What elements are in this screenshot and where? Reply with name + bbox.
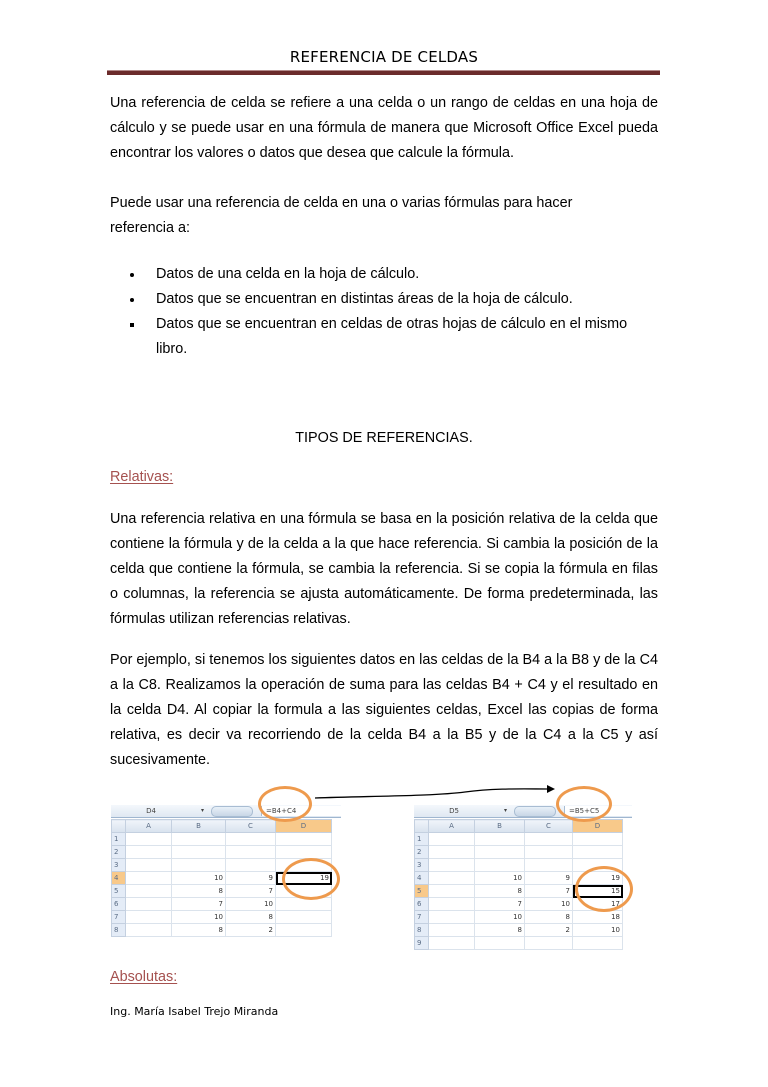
- cell: [126, 833, 172, 846]
- chevron-down-icon: ▾: [201, 807, 205, 814]
- cell: [525, 846, 573, 859]
- column-header-row: [112, 820, 332, 833]
- cell: [475, 859, 525, 872]
- row-header: 2: [415, 846, 429, 859]
- cell: [126, 911, 172, 924]
- bullet-icon: [130, 273, 134, 277]
- column-header: D: [276, 820, 332, 833]
- row-header: 3: [415, 859, 429, 872]
- row-header: 8: [415, 924, 429, 937]
- cell: 19: [573, 872, 623, 885]
- cell: 10: [226, 898, 276, 911]
- cell: [429, 885, 475, 898]
- cell: [126, 872, 172, 885]
- cell: [172, 859, 226, 872]
- row-header: 6: [415, 898, 429, 911]
- table-row: [112, 898, 332, 911]
- cell: 10: [475, 911, 525, 924]
- cell: 7: [172, 898, 226, 911]
- list-item: [127, 287, 647, 312]
- row-header: 5: [415, 885, 429, 898]
- column-header: D: [573, 820, 623, 833]
- row-header: 6: [112, 898, 126, 911]
- header-rule: [107, 70, 660, 75]
- select-all-corner: [415, 820, 429, 833]
- cell: [126, 885, 172, 898]
- bullet-icon: [130, 298, 134, 302]
- list-item: [127, 312, 647, 362]
- cell: [226, 833, 276, 846]
- select-all-corner: [112, 820, 126, 833]
- cell: 7: [525, 885, 573, 898]
- list-item-text: Datos de una celda en la hoja de cálculo.: [156, 266, 420, 282]
- cell: 9: [525, 872, 573, 885]
- cell: [573, 937, 623, 950]
- cell: 18: [573, 911, 623, 924]
- column-header: B: [475, 820, 525, 833]
- table-row: [415, 911, 623, 924]
- row-header: 1: [415, 833, 429, 846]
- row-header: 9: [415, 937, 429, 950]
- page-header-title: REFERENCIA DE CELDAS: [289, 48, 479, 66]
- cell: [525, 937, 573, 950]
- cell: 8: [475, 885, 525, 898]
- relativas-paragraph-1: Una referencia relativa en una fórmula se basa en la posición relativa de la celda que contiene la fórmula y de la celda a la que hace referencia. Si cambia la posición de la celda que contiene la fórmula, se cambia la referencia. Si se copia la fórmula en filas o columnas, la referencia se ajusta automáticamente. De forma predeterminada, las fórmulas utilizan referencias relativas.: [110, 511, 658, 627]
- cell: [429, 859, 475, 872]
- table-row: [112, 924, 332, 937]
- row-header: 4: [112, 872, 126, 885]
- cell: [276, 911, 332, 924]
- cell: [226, 859, 276, 872]
- table-row: [415, 924, 623, 937]
- cell: [126, 859, 172, 872]
- column-header: C: [525, 820, 573, 833]
- cell: [429, 833, 475, 846]
- cell: [126, 898, 172, 911]
- cell: [429, 924, 475, 937]
- cell: [573, 846, 623, 859]
- bullet-icon: [130, 323, 134, 327]
- table-row: [112, 833, 332, 846]
- column-header: B: [172, 820, 226, 833]
- cell: [525, 859, 573, 872]
- table-row: [415, 846, 623, 859]
- fx-button: [514, 806, 556, 817]
- cell: 10: [525, 898, 573, 911]
- cell: [475, 846, 525, 859]
- cell: [429, 846, 475, 859]
- cell: [172, 846, 226, 859]
- table-row: [415, 937, 623, 950]
- list-item-text: Datos que se encuentran en distintas áreas de la hoja de cálculo.: [156, 291, 573, 307]
- cell: [429, 872, 475, 885]
- cell: [126, 924, 172, 937]
- list-item-text: Datos que se encuentran en celdas de otras hojas de cálculo en el mismo libro.: [156, 316, 628, 357]
- cell: 10: [172, 872, 226, 885]
- row-header: 3: [112, 859, 126, 872]
- arrow-icon: [315, 784, 555, 804]
- fx-button: [211, 806, 253, 817]
- cell: 10: [475, 872, 525, 885]
- cell: [276, 924, 332, 937]
- row-header: 2: [112, 846, 126, 859]
- cell: [429, 937, 475, 950]
- cell: 7: [475, 898, 525, 911]
- cell: 2: [226, 924, 276, 937]
- cell: 2: [525, 924, 573, 937]
- cell: [525, 833, 573, 846]
- name-box: D5: [449, 807, 459, 815]
- formula-input: =B4+C4: [261, 806, 341, 816]
- cell: 17: [573, 898, 623, 911]
- cell: 8: [525, 911, 573, 924]
- cell: [172, 833, 226, 846]
- cell: 8: [172, 924, 226, 937]
- relativas-paragraph-2: Por ejemplo, si tenemos los siguientes datos en las celdas de la B4 a la B8 y de la C4 a la C8. Realizamos la operación de suma para las celdas B4 + C4 y el resultado en la celda D4. Al copiar la formula a las siguientes celdas, Excel las copias de forma relativa, es decir va recorriendo de la celda B4 a la B5 y de la C4 a la C5 y así sucesivamente.: [110, 652, 658, 768]
- table-row: [112, 846, 332, 859]
- active-cell: 15: [573, 885, 623, 898]
- reference-targets-list: [127, 262, 647, 362]
- cell: 9: [226, 872, 276, 885]
- column-header-row: [415, 820, 623, 833]
- cell: 10: [573, 924, 623, 937]
- cell: [429, 898, 475, 911]
- relativas-heading: Relativas:: [110, 469, 174, 485]
- cell: 8: [475, 924, 525, 937]
- cell: [429, 911, 475, 924]
- highlight-circle-cell-1: [282, 858, 340, 900]
- cell: [475, 937, 525, 950]
- name-box: D4: [146, 807, 156, 815]
- formula-input: =B5+C5: [564, 806, 632, 816]
- cell: [475, 833, 525, 846]
- cell: 10: [172, 911, 226, 924]
- cell: 8: [172, 885, 226, 898]
- footer-author: Ing. María Isabel Trejo Miranda: [110, 1005, 279, 1018]
- row-header: 4: [415, 872, 429, 885]
- row-header: 8: [112, 924, 126, 937]
- row-header: 7: [415, 911, 429, 924]
- highlight-circle-formula-1: [258, 786, 312, 822]
- table-row: [415, 833, 623, 846]
- active-cell: 19: [276, 872, 332, 885]
- cell: [276, 833, 332, 846]
- column-header: A: [429, 820, 475, 833]
- absolutas-heading: Absolutas:: [110, 969, 178, 985]
- column-header: A: [126, 820, 172, 833]
- cell: [573, 833, 623, 846]
- cell: 7: [226, 885, 276, 898]
- cell: [126, 846, 172, 859]
- column-header: C: [226, 820, 276, 833]
- section-title: TIPOS DE REFERENCIAS.: [295, 430, 473, 446]
- intro-paragraph-2: Puede usar una referencia de celda en una o varias fórmulas para hacer referencia a:: [110, 195, 573, 236]
- cell: [226, 846, 276, 859]
- table-row: [112, 911, 332, 924]
- cell: [276, 846, 332, 859]
- highlight-circle-formula-2: [556, 786, 612, 822]
- cell: 8: [226, 911, 276, 924]
- list-item: [127, 262, 647, 287]
- chevron-down-icon: ▾: [504, 807, 508, 814]
- row-header: 5: [112, 885, 126, 898]
- intro-paragraph-1: Una referencia de celda se refiere a una celda o un rango de celdas en una hoja de cálculo y se puede usar en una fórmula de manera que Microsoft Office Excel pueda encontrar los valores o datos que desea que calcule la fórmula.: [110, 95, 658, 161]
- row-header: 1: [112, 833, 126, 846]
- row-header: 7: [112, 911, 126, 924]
- highlight-circle-cell-2: [575, 866, 633, 912]
